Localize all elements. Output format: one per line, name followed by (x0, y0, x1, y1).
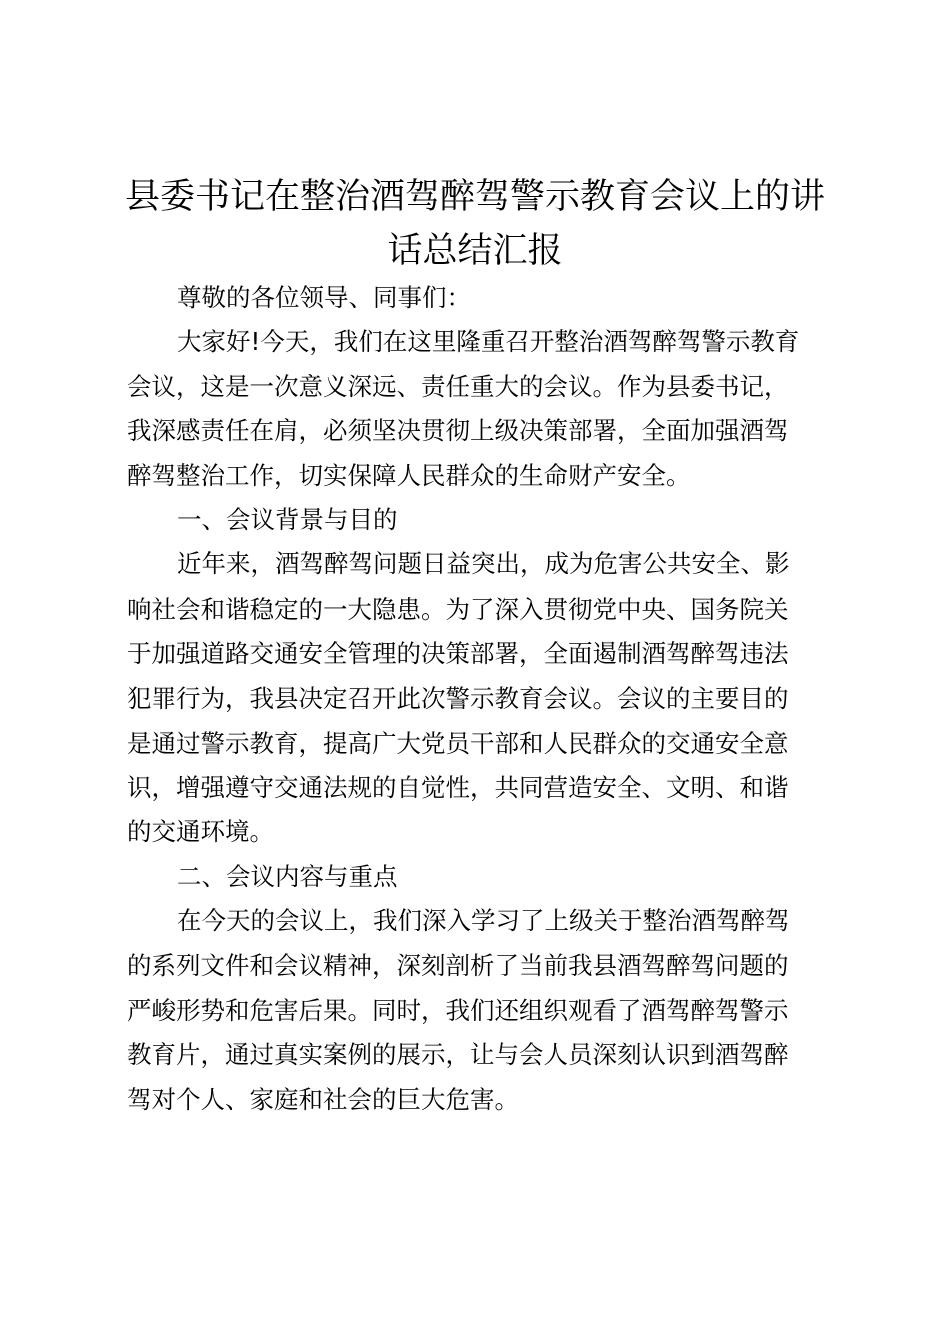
paragraph-2-line-6: 识，增强遵守交通法规的自觉性，共同营造安全、文明、和谐 (127, 773, 789, 802)
paragraph-2-line-4: 犯罪行为，我县决定召开此次警示教育会议。会议的主要目的 (127, 684, 789, 713)
paragraph-2-line-5: 是通过警示教育，提高广大党员干部和人民群众的交通安全意 (127, 729, 789, 758)
section-heading-2: 二、会议内容与重点 (177, 862, 398, 891)
paragraph-3-line-1: 在今天的会议上，我们深入学习了上级关于整治酒驾醉驾 (177, 906, 790, 935)
paragraph-3-line-4: 教育片，通过真实案例的展示，让与会人员深刻认识到酒驾醉 (127, 1040, 789, 1069)
paragraph-3-line-3: 严峻形势和危害后果。同时，我们还组织观看了酒驾醉驾警示 (127, 996, 789, 1025)
section-heading-1: 一、会议背景与目的 (177, 505, 398, 534)
paragraph-1-line-1: 大家好!今天，我们在这里隆重召开整治酒驾醉驾警示教育 (177, 327, 800, 356)
title-line-1: 县委书记在整治酒驾醉驾警示教育会议上的讲 (124, 177, 825, 217)
paragraph-2-line-1: 近年来，酒驾醉驾问题日益突出，成为危害公共安全、影 (177, 549, 790, 578)
paragraph-1-line-3: 我深感责任在肩，必须坚决贯彻上级决策部署，全面加强酒驾 (127, 416, 789, 445)
paragraph-1-line-2: 会议，这是一次意义深远、责任重大的会议。作为县委书记， (127, 372, 789, 401)
document-title (120, 170, 830, 278)
paragraph-2-line-3: 于加强道路交通安全管理的决策部署，全面遏制酒驾醉驾违法 (127, 639, 789, 668)
paragraph-2-line-7: 的交通环境。 (127, 817, 274, 846)
paragraph-3-line-2: 的系列文件和会议精神，深刻剖析了当前我县酒驾醉驾问题的 (127, 951, 789, 980)
paragraph-3-line-5: 驾对个人、家庭和社会的巨大危害。 (127, 1085, 519, 1114)
paragraph-2-line-2: 响社会和谐稳定的一大隐患。为了深入贯彻党中央、国务院关 (127, 595, 789, 624)
salutation: 尊敬的各位领导、同事们： (177, 283, 471, 312)
paragraph-1-line-4: 醉驾整治工作，切实保障人民群众的生命财产安全。 (127, 461, 691, 490)
title-line-2: 话总结汇报 (387, 231, 563, 271)
